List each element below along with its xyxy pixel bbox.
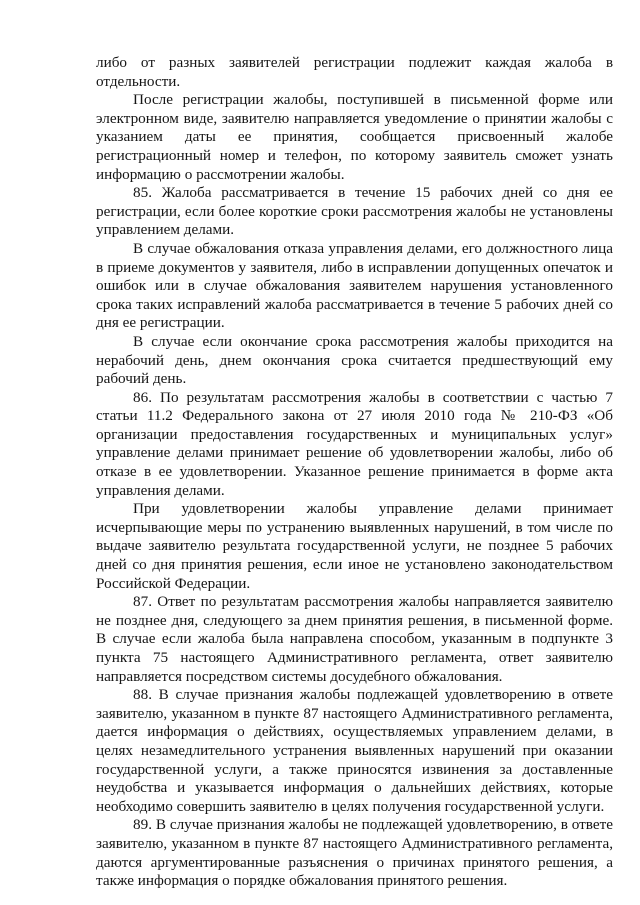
paragraph-89: 89. В случае признания жалобы не подлежащей удовлетворению, в ответе заявителю, указанном в пункте 87 настоящего Административного регламента, даются аргументированные разъяснения о причинах принятого решения, а также информация о порядке обжалования принятого решения. <box>96 816 613 890</box>
paragraph-appeal-refusal: В случае обжалования отказа управления делами, его должностного лица в приеме документов у заявителя, либо в исправлении допущенных опечаток и ошибок или в случае обжалования заявителем нарушения установленного срока таких исправлений жалоба рассматривается в течение 5 рабочих дней со дня ее регистрации. <box>96 239 613 332</box>
paragraph-86: 86. По результатам рассмотрения жалобы в соответствии с частью 7 статьи 11.2 Федерального закона от 27 июля 2010 года № 210-ФЗ «Об организации предоставления государственных и муниципальных услуг» управление делами принимает решение об удовлетворении жалобы, либо об отказе в ее удовлетворении. Указанное решение принимается в форме акта управления делами. <box>96 388 613 499</box>
paragraph-satisfaction-measures: При удовлетворении жалобы управление делами принимает исчерпывающие меры по устранению выявленных нарушений, в том числе по выдаче заявителю результата государственной услуги, не позднее 5 рабочих дней со дня принятия решения, если иное не установлено законодательством Российской Федерации. <box>96 500 613 592</box>
paragraph-85: 85. Жалоба рассматривается в течение 15 рабочих дней со дня ее регистрации, если более короткие сроки рассмотрения жалобы не установлены управлением делами. <box>96 184 613 239</box>
paragraph-nonworking-day: В случае если окончание срока рассмотрения жалобы приходится на нерабочий день, днем окончания срока считается предшествующий ему рабочий день. <box>96 332 613 388</box>
paragraph-registration-notice: После регистрации жалобы, поступившей в письменной форме или электронном виде, заявителю направляется уведомление о принятии жалобы с указанием даты ее принятия, сообщается присвоенный жалобе регистрационный номер и телефон, по которому заявитель сможет узнать информацию о рассмотрении жалобы. <box>96 91 613 183</box>
paragraph-87: 87. Ответ по результатам рассмотрения жалобы направляется заявителю не позднее дня, следующего за днем принятия решения, в письменной форме. В случае если жалоба была направлена способом, указанным в подпункте 3 пункта 75 настоящего Административного регламента, ответ заявителю направляется посредством системы досудебного обжалования. <box>96 593 613 685</box>
document-body <box>96 54 613 891</box>
paragraph-88: 88. В случае признания жалобы подлежащей удовлетворению в ответе заявителю, указанном в пункте 87 настоящего Административного регламента, дается информация о действиях, осуществляемых управлением делами, в целях незамедлительного устранения выявленных нарушений при оказании государственной услуги, а также приносятся извинения за доставленные неудобства и указывается информация о дальнейших действиях, которые необходимо совершить заявителю в целях получения государственной услуги. <box>96 686 613 815</box>
paragraph-continuation: либо от разных заявителей регистрации подлежит каждая жалоба в отдельности. <box>96 54 613 90</box>
